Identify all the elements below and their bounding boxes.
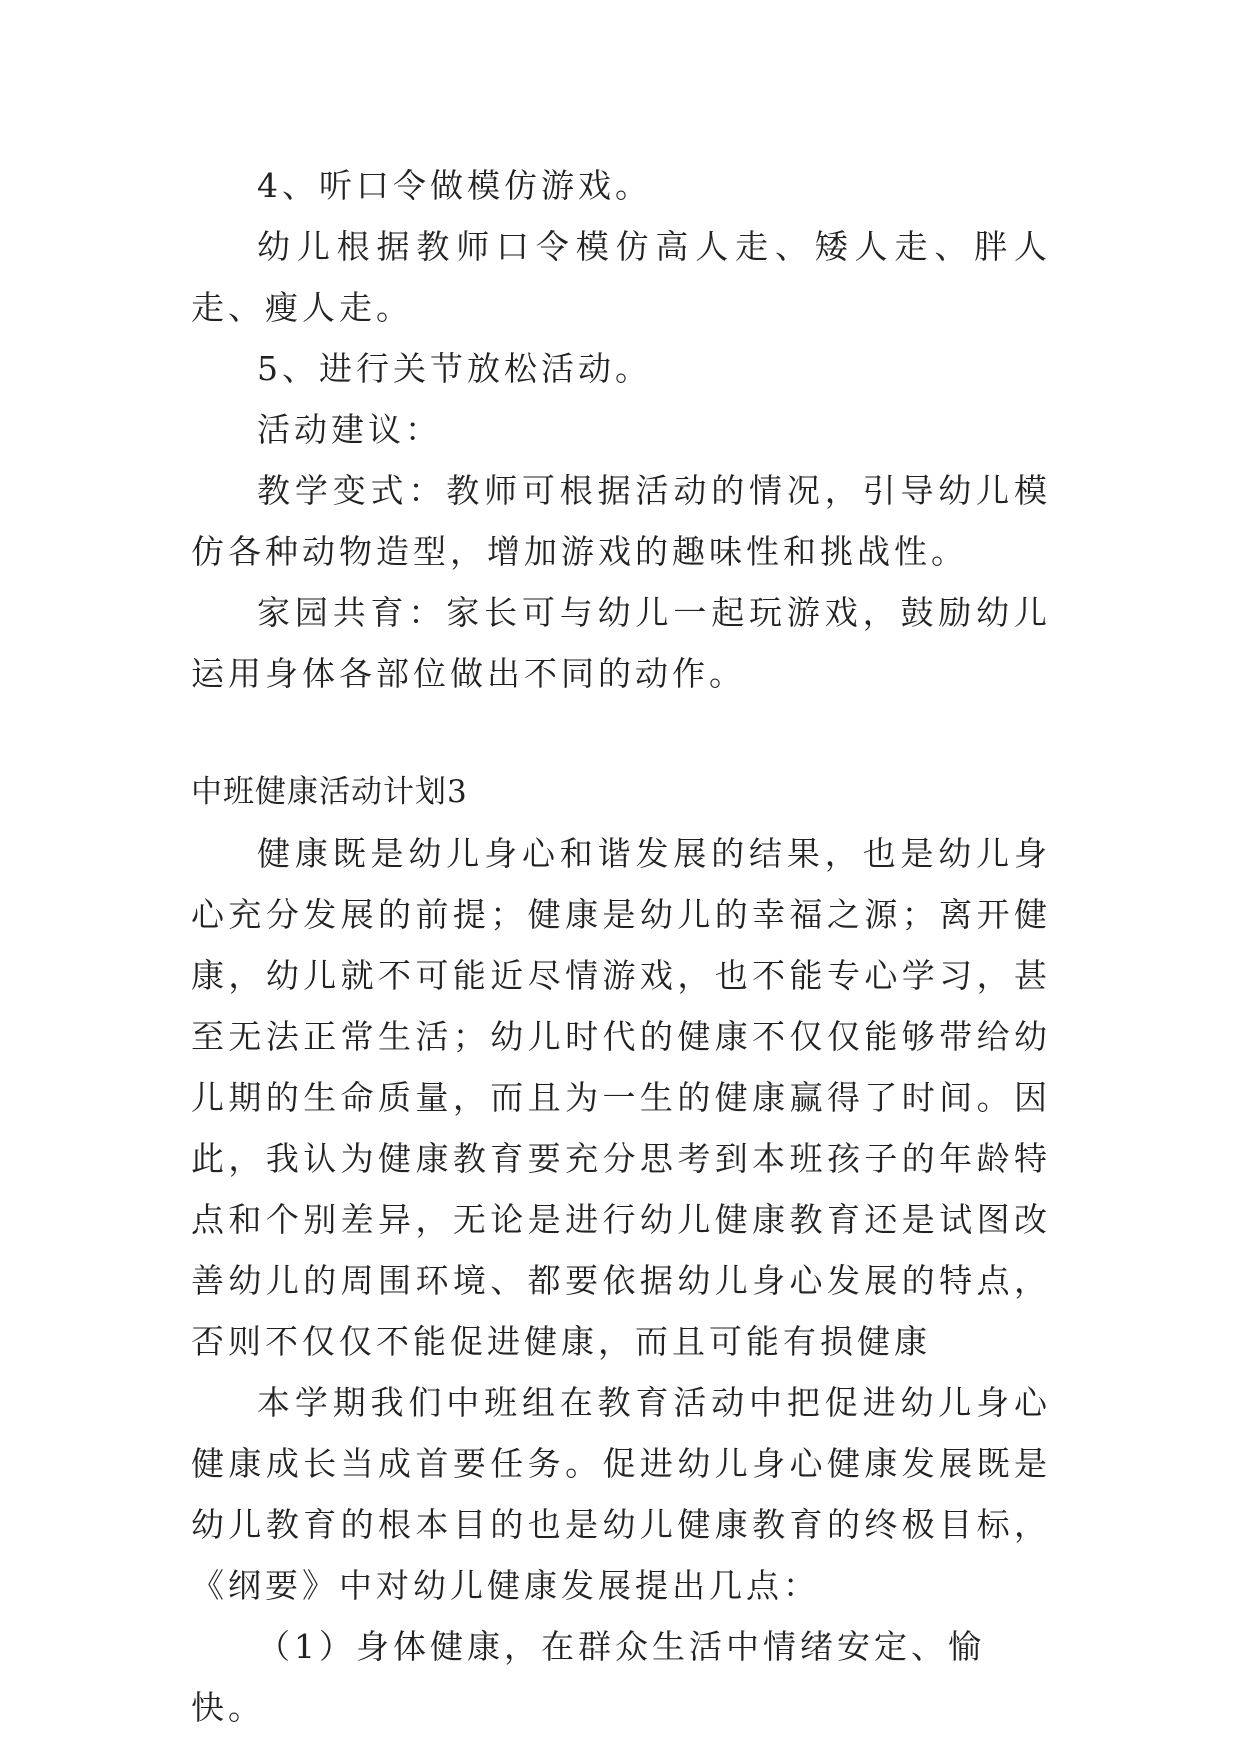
section-title: 中班健康活动计划3 bbox=[191, 774, 468, 810]
home-school-paragraph: 家园共育：家长可与幼儿一起玩游戏，鼓励幼儿运用身体各部位做出不同的动作。 bbox=[191, 593, 1051, 693]
semester-paragraph: 本学期我们中班组在教育活动中把促进幼儿身心健康成长当成首要任务。促进幼儿身心健康发展既是幼儿教育的根本目的也是幼儿健康教育的终极目标，《纲要》中对幼儿健康发展提出几点： bbox=[191, 1383, 1051, 1605]
intro-paragraph: 健康既是幼儿身心和谐发展的结果，也是幼儿身心充分发展的前提；健康是幼儿的幸福之源；离开健康，幼儿就不可能近尽情游戏，也不能专心学习，甚至无法正常生活；幼儿时代的健康不仅仅能够带给幼儿期的生命质量，而且为一生的健康赢得了时间。因此，我认为健康教育要充分思考到本班孩子的年龄特点和个别差异，无论是进行幼儿健康教育还是试图改善幼儿的周围环境、都要依据幼儿身心发展的特点，否则不仅仅不能促进健康，而且可能有损健康 bbox=[191, 834, 1051, 1361]
activity-suggestions-title: 活动建议： bbox=[257, 410, 442, 449]
activity-steps-section bbox=[191, 155, 1051, 704]
step-4-description: 幼儿根据教师口令模仿高人走、矮人走、胖人走、瘦人走。 bbox=[191, 227, 1051, 327]
step-5-heading: 5、进行关节放松活动。 bbox=[257, 349, 652, 388]
goal-point-1: （1）身体健康，在群众生活中情绪安定、愉快。 bbox=[191, 1627, 985, 1727]
teaching-variation-paragraph: 教学变式：教师可根据活动的情况，引导幼儿模仿各种动物造型，增加游戏的趣味性和挑战性。 bbox=[191, 471, 1051, 571]
health-plan-section bbox=[191, 762, 1051, 1738]
step-4-heading: 4、听口令做模仿游戏。 bbox=[257, 166, 652, 205]
